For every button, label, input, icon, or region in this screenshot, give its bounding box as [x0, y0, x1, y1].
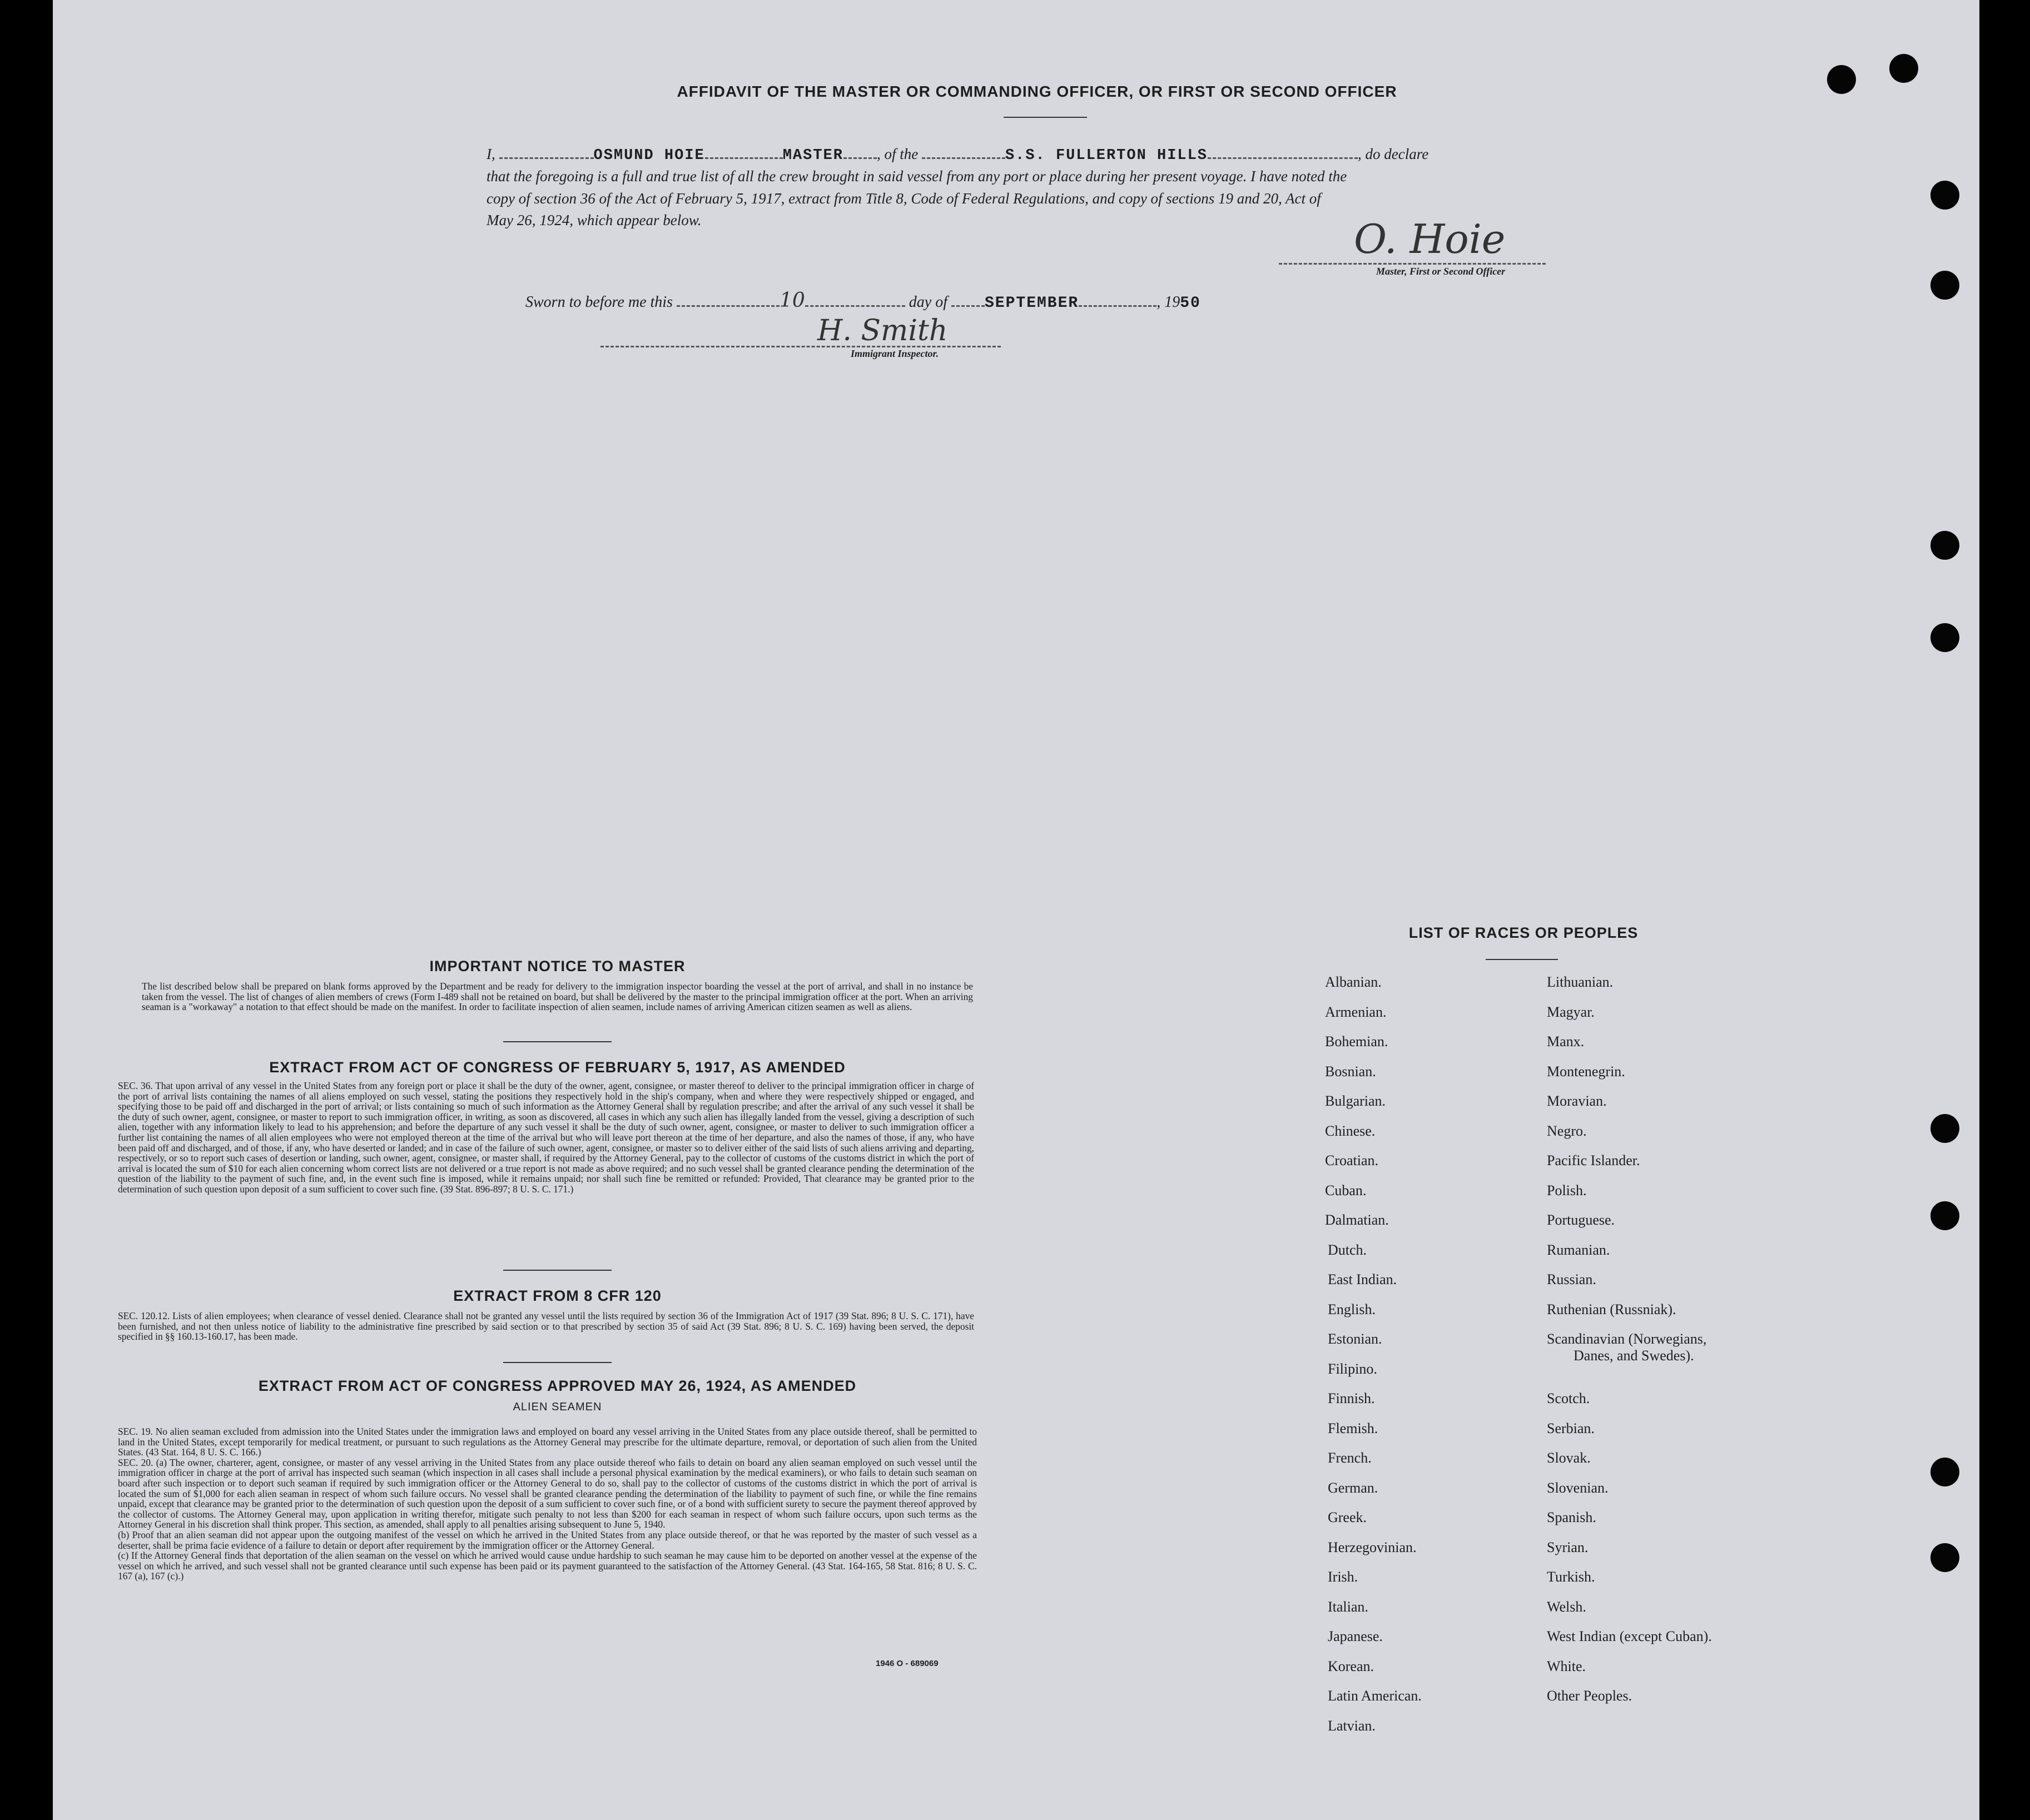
section-rule [503, 1270, 612, 1271]
section-rule [503, 1041, 612, 1042]
race-item: Chinese. [1325, 1122, 1376, 1139]
race-item: Bulgarian. [1325, 1093, 1386, 1109]
race-item: Filipino. [1328, 1360, 1377, 1377]
extract-cfr-heading: EXTRACT FROM 8 CFR 120 [453, 1287, 662, 1304]
race-item: French. [1328, 1450, 1372, 1466]
race-item: Rumanian. [1547, 1241, 1610, 1258]
declaration-line-3: copy of section 36 of the Act of February 5, 1917, extract from Title 8, Code of Federal Regulations, and copy of sections 19 and 20, Act of [487, 190, 1321, 207]
race-item: Bosnian. [1325, 1063, 1376, 1080]
race-item: English. [1328, 1301, 1376, 1317]
declaration-line-2: that the foregoing is a full and true list of all the crew brought in said vessel from any port or place during her present voyage. I have noted the [487, 168, 1347, 185]
of-the-label: , of the [876, 146, 919, 162]
master-name: OSMUND HOIE [593, 147, 705, 164]
race-item: Korean. [1328, 1658, 1374, 1674]
race-item: Albanian. [1325, 974, 1382, 990]
race-item: Armenian. [1325, 1003, 1387, 1020]
races-heading: LIST OF RACES OR PEOPLES [1408, 924, 1639, 941]
race-item: Magyar. [1547, 1003, 1595, 1020]
affidavit-heading: AFFIDAVIT OF THE MASTER OR COMMANDING OFFICER, OR FIRST OR SECOND OFFICER [677, 83, 1397, 100]
race-item: Latvian. [1328, 1717, 1376, 1734]
master-caption: Master, First or Second Officer [1376, 266, 1506, 277]
race-item: Montenegrin. [1547, 1063, 1625, 1080]
extract-cfr-body: SEC. 120.12. Lists of alien employees; when clearance of vessel denied. Clearance shall not be granted any vessel until the lists required by section 36 of the Immigration Act of 1917 (39 Stat. 896; 8 U. S. C. 171), have been furnished, and not then unless notice of liability to the administrative fine prescribed by said section or to that prescribed by section 35 of said Act (39 Stat. 896; 8 U. S. C. 169) having been served, the deposit specified in §§ 160.13-160.17, has been made. [118, 1310, 974, 1342]
master-signature: O. Hoie [1354, 216, 1506, 262]
race-item: German. [1328, 1479, 1378, 1496]
race-item: Scotch. [1547, 1390, 1590, 1406]
race-item: Syrian. [1547, 1539, 1589, 1555]
punch-hole [1827, 65, 1856, 94]
sworn-month: SEPTEMBER [984, 295, 1079, 312]
race-item: Danes, and Swedes). [1574, 1347, 1694, 1364]
race-item: Scandinavian (Norwegians, [1547, 1331, 1707, 1347]
year-prefix: , 19 [1157, 294, 1180, 311]
extract-1924-body [118, 1426, 977, 1582]
punch-hole [1930, 271, 1959, 300]
section-rule [503, 1362, 612, 1363]
race-item: Moravian. [1547, 1093, 1607, 1109]
sworn-label: Sworn to before me this [525, 294, 673, 311]
race-item: White. [1547, 1658, 1586, 1674]
race-item: Japanese. [1328, 1628, 1383, 1644]
race-item: Spanish. [1547, 1509, 1596, 1525]
notice-body: The list described below shall be prepared on blank forms approved by the Department and be ready for delivery to the immigration inspector boarding the vessel at the port of arrival, and shall in no instance be taken from the vessel. The list of changes of alien members of crews (Form I-489 shall not be retained on board, but shall be delivered by the master to the principal immigration officer at the port. When an arriving seaman is a "workaway" a notation to that effect should be made on the manifest. In order to facilitate inspection of alien seamen, include names of arriving American citizen seamen as well as aliens. [142, 981, 973, 1013]
sworn-line [525, 289, 1201, 312]
race-item: Welsh. [1547, 1598, 1586, 1615]
punch-hole [1930, 1458, 1959, 1486]
do-declare-label: , do declare [1358, 146, 1429, 162]
race-item: Slovenian. [1547, 1479, 1609, 1496]
race-item: Cuban. [1325, 1182, 1367, 1199]
heading-rule [1004, 117, 1087, 118]
race-item: Finnish. [1328, 1390, 1375, 1406]
punch-hole [1930, 531, 1959, 560]
inspector-signature: H. Smith [817, 314, 948, 347]
sec-19-text: SEC. 19. No alien seaman excluded from admission into the United States under the immigration laws and employed on board any vessel arriving in the United States from any place outside thereof, shall be permitted to land in the United States, except temporarily for medical treatment, or pursuant to such regulations as the Attorney General may prescribe for the ultimate departure, removal, or deportation of such alien from the United States. (43 Stat. 164, 8 U. S. C. 166.) [118, 1426, 977, 1458]
race-item: Polish. [1547, 1182, 1587, 1199]
race-item: Croatian. [1325, 1152, 1379, 1168]
races-heading-rule [1486, 959, 1558, 960]
race-item: Dutch. [1328, 1241, 1367, 1258]
race-item: Lithuanian. [1547, 974, 1614, 990]
day-of-label: day of [909, 294, 947, 311]
inspector-caption: Immigrant Inspector. [851, 348, 939, 359]
race-item: Irish. [1328, 1569, 1358, 1585]
punch-hole [1889, 54, 1918, 83]
i-label: I, [487, 146, 495, 162]
declaration-line-1 [487, 146, 1428, 164]
sec-20b-text: (b) Proof that an alien seaman did not appear upon the outgoing manifest of the vessel on which he arrived in the United States from any place outside thereof, or that he was reported by the master of such vessel as a deserter, shall be prima facie evidence of a failure to detain or deport after requirement by the immigration officer or the Attorney General. [118, 1529, 977, 1551]
race-item: Italian. [1328, 1598, 1368, 1615]
race-item: Greek. [1328, 1509, 1367, 1525]
punch-hole [1930, 623, 1959, 652]
sworn-day: 10 [779, 289, 805, 312]
race-item: Slovak. [1547, 1450, 1591, 1466]
vessel-name: S.S. FULLERTON HILLS [1005, 147, 1208, 164]
race-item: East Indian. [1328, 1271, 1397, 1287]
extract-1924-subheading: ALIEN SEAMEN [513, 1401, 602, 1413]
race-item: Dalmatian. [1325, 1212, 1389, 1228]
declaration-line-4: May 26, 1924, which appear below. [487, 212, 702, 228]
race-item: Turkish. [1547, 1569, 1595, 1585]
race-item: Serbian. [1547, 1420, 1595, 1436]
print-code: 1946 O - 689069 [876, 1659, 939, 1668]
race-item: Herzegovinian. [1328, 1539, 1417, 1555]
race-item: Latin American. [1328, 1688, 1422, 1704]
race-item: Other Peoples. [1547, 1688, 1632, 1704]
race-item: Bohemian. [1325, 1033, 1388, 1050]
race-item: Manx. [1547, 1033, 1585, 1050]
year-suffix: 50 [1180, 295, 1201, 312]
extract-1924-heading: EXTRACT FROM ACT OF CONGRESS APPROVED MAY 26, 1924, AS AMENDED [258, 1378, 857, 1394]
master-rank: MASTER [782, 147, 843, 164]
punch-hole [1930, 1201, 1959, 1230]
master-signature-line [1279, 263, 1546, 265]
sec-20c-text: (c) If the Attorney General finds that deportation of the alien seaman on the vessel on which he arrived would cause undue hardship to such seaman he may cause him to be deported on another vessel at the expense of the vessel on which he arrived, and such vessel shall not be granted clearance until such expense has been paid or its payment guaranteed to the satisfaction of the Attorney General. (43 Stat. 164-165, 58 Stat. 816; 8 U. S. C. 167 (a), 167 (c).) [118, 1550, 977, 1582]
race-item: Pacific Islander. [1547, 1152, 1640, 1168]
race-item: Portuguese. [1547, 1212, 1615, 1228]
sec-20a-text: SEC. 20. (a) The owner, charterer, agent, consignee, or master of any vessel arriving in the United States from any place outside thereof who fails to detain on board any alien seaman employed on such vessel until the immigration officer in charge at the port of arrival has inspected such seaman (which inspection in all cases shall include a personal physical examination by the medical examiners), or who fails to detain such seaman on board after such inspection or to deport such seaman if required by such immigration officer or the Attorney General to do so, shall pay to the collector of customs of the customs district in which the port of arrival is located the sum of $1,000 for each alien seaman in respect of whom such failure occurs. No vessel shall be granted clearance pending the determination of the liability to payment of such fine, or while the fine remains unpaid, except that clearance may be granted prior to the determination of such question upon the deposit of a sum sufficient to cover such fine, or of a bond with sufficient surety to secure the payment thereof approved by the collector of customs. The Attorney General may, upon application in writing therefor, mitigate such penalty to not less than $200 for each seaman in respect of whom such failure occurs, upon such terms as the Attorney General in his discretion shall think proper. This section, as amended, shall apply to all penalties arising subsequent to June 5, 1940. [118, 1456, 977, 1530]
punch-hole [1930, 1543, 1959, 1572]
inspector-signature-line [600, 346, 1001, 347]
extract-1917-body: SEC. 36. That upon arrival of any vessel in the United States from any foreign port or place it shall be the duty of the owner, agent, consignee, or master thereof to deliver to the principal immigration officer in charge of the port of arrival lists containing the names of all aliens employed on such vessel, stating the positions they respectively hold in the ship's company, when and where they were respectively shipped or engaged, and specifying those to be paid off and discharged in the port of arrival; or lists containing so much of such information as the Attorney General shall by regulation prescribe; and after the arrival of any such vessel it shall be the duty of such owner, agent, consignee, or master to report to such immigration officer, in writing, as soon as discovered, all cases in which any such alien has illegally landed from the vessel, giving a description of such alien, together with any information likely to lead to his apprehension; and before the departure of any such vessel it shall be the duty of such owner, agent, consignee, or master to deliver to such immigration officer a further list containing the names of all alien employees who were not employed thereon at the time of the arrival but who will leave port thereon at the time of her departure, and also the names of those, if any, who have been paid off and discharged, and of those, if any, who have deserted or landed; and in case of the failure of such owner, agent, consignee, or master so to deliver either of the said lists of such aliens arriving and departing, respectively, or so to report such cases of desertion or landing, such owner, agent, consignee, or master shall, if required by the Attorney General, pay to the collector of customs of the customs district in which the port of arrival is located the sum of $10 for each alien concerning whom correct lists are not delivered or a true report is not made as above required; and no such vessel shall be granted clearance pending the determination of the question of the liability to the payment of such fine, and, in the event such fine is imposed, while it remains unpaid; nor shall such fine be remitted or refunded: Provided, That clearance may be granted prior to the determination of such question upon deposit of a sum sufficient to cover such fine. (39 Stat. 896-897; 8 U. S. C. 171.) [118, 1080, 974, 1195]
race-item: Estonian. [1328, 1331, 1382, 1347]
race-item: Flemish. [1328, 1420, 1378, 1436]
punch-hole [1930, 181, 1959, 210]
race-item: Ruthenian (Russniak). [1547, 1301, 1676, 1317]
punch-hole [1930, 1114, 1959, 1143]
extract-1917-heading: EXTRACT FROM ACT OF CONGRESS OF FEBRUARY 5, 1917, AS AMENDED [269, 1059, 846, 1076]
race-item: Negro. [1547, 1122, 1587, 1139]
notice-heading: IMPORTANT NOTICE TO MASTER [429, 958, 686, 974]
race-item: West Indian (except Cuban). [1547, 1628, 1712, 1644]
race-item: Russian. [1547, 1271, 1596, 1287]
